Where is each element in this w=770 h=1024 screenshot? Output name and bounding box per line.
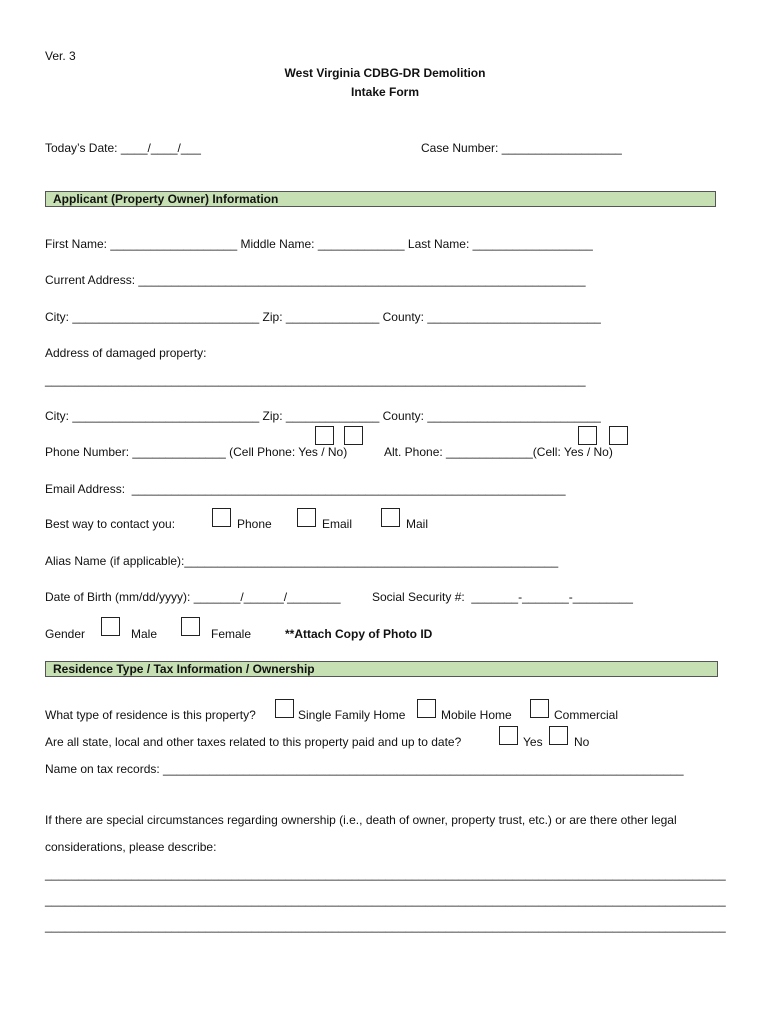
alt-cell-yes-checkbox[interactable] <box>578 426 597 445</box>
taxes-no-label: No <box>574 735 590 749</box>
taxes-paid-question: Are all state, local and other taxes related to this property paid and up to date? <box>45 735 462 749</box>
cell-phone-no-checkbox[interactable] <box>344 426 363 445</box>
damaged-address-field[interactable]: _________________________________________________________________________________ <box>45 373 586 387</box>
contact-phone-label: Phone <box>237 517 272 531</box>
taxes-yes-label: Yes <box>523 735 543 749</box>
phone-number-field[interactable]: Phone Number: ______________ (Cell Phone: Yes / No) <box>45 445 348 459</box>
gender-female-label: Female <box>211 627 252 641</box>
residence-mobile-home-label: Mobile Home <box>441 708 512 722</box>
special-circumstances-prompt-cont: considerations, please describe: <box>45 840 217 854</box>
contact-phone-checkbox[interactable] <box>212 508 231 527</box>
date-of-birth-field[interactable]: Date of Birth (mm/dd/yyyy): _______/______/________ <box>45 590 341 604</box>
gender-female-checkbox[interactable] <box>181 617 200 636</box>
residence-mobile-home-checkbox[interactable] <box>417 699 436 718</box>
current-address-field[interactable]: Current Address: ___________________________________________________________________ <box>45 273 586 287</box>
residence-commercial-checkbox[interactable] <box>530 699 549 718</box>
email-address-field[interactable]: Email Address: _________________________________________________________________ <box>45 482 566 496</box>
gender-male-checkbox[interactable] <box>101 617 120 636</box>
gender-male-label: Male <box>131 627 158 641</box>
damaged-address-label: Address of damaged property: <box>45 346 207 360</box>
description-line[interactable]: ______________________________________________________________________________________________________ <box>45 919 726 933</box>
contact-email-label: Email <box>322 517 353 531</box>
form-title-line1: West Virginia CDBG-DR Demolition <box>284 66 486 80</box>
alias-name-field[interactable]: Alias Name (if applicable):________________________________________________________ <box>45 554 559 568</box>
residence-commercial-label: Commercial <box>554 708 619 722</box>
contact-mail-checkbox[interactable] <box>381 508 400 527</box>
damaged-city-zip-county-field[interactable]: City: ____________________________ Zip: ______________ County: __________________________ <box>45 409 601 423</box>
ssn-field[interactable]: Social Security #: _______-_______-_________ <box>372 590 633 604</box>
alt-cell-no-checkbox[interactable] <box>609 426 628 445</box>
taxes-no-checkbox[interactable] <box>549 726 568 745</box>
version-label: Ver. 3 <box>45 49 76 63</box>
contact-email-checkbox[interactable] <box>297 508 316 527</box>
case-number-field[interactable]: Case Number: __________________ <box>421 141 622 155</box>
attach-photo-id-note: **Attach Copy of Photo ID <box>285 627 433 641</box>
gender-label: Gender <box>45 627 86 641</box>
residence-type-question: What type of residence is this property? <box>45 708 256 722</box>
cell-phone-yes-checkbox[interactable] <box>315 426 334 445</box>
section-residence-heading: Residence Type / Tax Information / Ownership <box>45 661 718 677</box>
description-line[interactable]: ______________________________________________________________________________________________________ <box>45 893 726 907</box>
form-title-line2: Intake Form <box>350 85 419 99</box>
description-line[interactable]: ______________________________________________________________________________________________________ <box>45 867 726 881</box>
name-fields[interactable]: First Name: ___________________ Middle Name: _____________ Last Name: __________________ <box>45 237 593 251</box>
alt-phone-field[interactable]: Alt. Phone: _____________(Cell: Yes / No) <box>384 445 613 459</box>
todays-date-field[interactable]: Today’s Date: ____/____/___ <box>45 141 201 155</box>
section-applicant-heading: Applicant (Property Owner) Information <box>45 191 716 207</box>
tax-records-name-field[interactable]: Name on tax records: ______________________________________________________________________________ <box>45 762 684 776</box>
city-zip-county-field[interactable]: City: ____________________________ Zip: ______________ County: __________________________ <box>45 310 601 324</box>
contact-mail-label: Mail <box>406 517 429 531</box>
taxes-yes-checkbox[interactable] <box>499 726 518 745</box>
residence-single-family-label: Single Family Home <box>298 708 406 722</box>
special-circumstances-prompt: If there are special circumstances regarding ownership (i.e., death of owner, property trust, etc.) or are there other legal <box>45 813 677 827</box>
residence-single-family-checkbox[interactable] <box>275 699 294 718</box>
best-way-contact-label: Best way to contact you: <box>45 517 176 531</box>
